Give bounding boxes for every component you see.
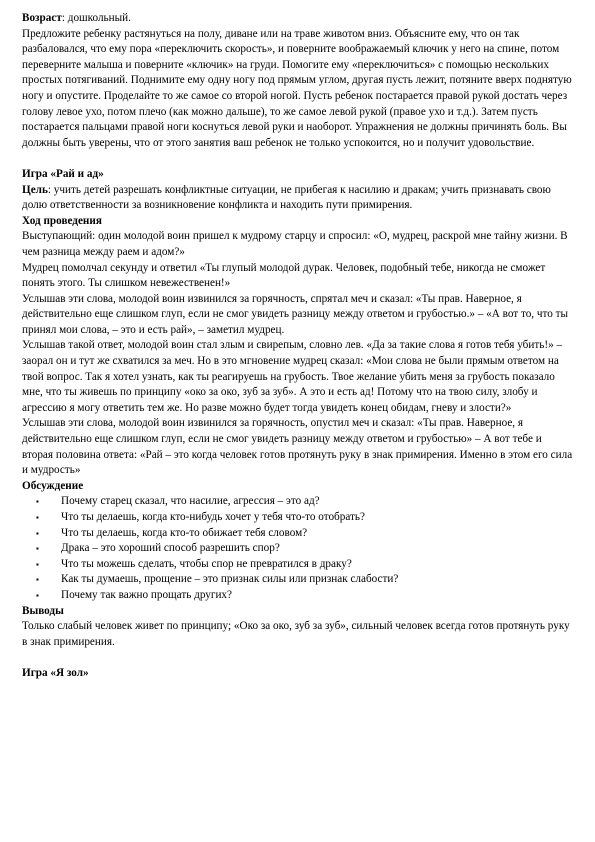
discussion-title: Обсуждение [22, 479, 84, 492]
story-paragraph: Услышав такой ответ, молодой воин стал злым и свирепым, словно лев. «Да за такие слова я готов тебя убить!» – заорал он и тут же схватился за меч. Но в это мгновение мудрец сказал: «Мои слова не были прямым ответом на твой вопрос. Так я хотел узнать, как ты реагируешь на грубость. Твое желание убить меня за грубость показало мне, что ты живешь по принципу «око за око, зуб за зуб». А это и есть ад! Потому что на твою силу, злобу и агрессию я могу ответить тем же. Но разве можно будет тогда увидеть конец обидам, гневу и злости?» [22, 339, 563, 414]
goal-label: Цель [22, 183, 48, 196]
discussion-list [22, 494, 573, 603]
game1-goal [22, 183, 573, 214]
bullet-icon: ▪ [36, 513, 39, 522]
list-item: ▪ Что ты делаешь, когда кто-то обижает тебя словом? [22, 526, 573, 542]
bullet-icon: ▪ [36, 544, 39, 554]
age-value: : дошкольный. [61, 12, 131, 24]
list-item: ▪ Драка – это хороший способ разрешить спор? [22, 541, 573, 557]
spacer [22, 151, 573, 167]
bullet-icon: ▪ [36, 575, 39, 585]
bullet-icon: ▪ [36, 590, 39, 600]
list-item: ▪ Что ты можешь сделать, чтобы спор не превратился в драку? [22, 557, 573, 573]
story-paragraph: Услышав эти слова, молодой воин извинился за горячность, спрятал меч и сказал: «Ты прав. Наверное, я действительно еще слишком глуп, если не смог увидеть разницу между ответом и грубостью.» – «А вот то, что ты принял мои слова, – это и есть рай», – заметил мудрец. [22, 292, 569, 336]
conclusions-text: Только слабый человек живет по принципу; «Око за око, зуб за зуб», сильный человек всегда готов протянуть руку в знак примирения. [22, 620, 570, 648]
intro-text: Предложите ребенку растянуться на полу, диване или на траве животом вниз. Объясните ему, что он так разбаловался, что ему пора «переключить скорость», и поверните воображаемый ключик у него на спине, потом переверните малыша и поверните «ключик» на груди. Помогите ему «переключиться» с помощью нескольких простых потягиваний. Поднимите ему одну ногу под прямым углом, другая пусть лежит, потяните вверх поднятую ногу и опустите. Проделайте то же самое со второй ногой. Пусть ребенок постарается правой рукой достать через голову левое ухо, потом плечо (как можно дальше), то же самое левой рукой (правое ухо и т.д.). Затем пусть постарается пальцами правой ноги коснуться левой руки и наоборот. Упражнения не должны причинять боль. Вы должны быть уверены, что от этого занятия ваш ребенок не только успокоится, но и получит удовольствие. [22, 27, 572, 149]
list-item: ▪ Почему старец сказал, что насилие, агрессия – это ад? [22, 494, 573, 510]
goal-text: : учить детей разрешать конфликтные ситуации, не прибегая к насилию и дракам; учить признавать свою долю ответственности за возникновение конфликта и находить пути примирения. [22, 183, 551, 212]
story-paragraph: Услышав эти слова, молодой воин извинился за горячность, опустил меч и сказал: «Ты прав. Наверное, я действительно еще слишком глуп, если не смог увидеть разницу между ответом и грубостью» – А вот тебе и вторая половина ответа: «Рай – это когда человек готов протянуть руку в знак примирения. Именно в этом его сила и мудрость» [22, 417, 573, 477]
story-paragraph: Выступающий: один молодой воин пришел к мудрому старцу и спросил: «О, мудрец, раскрой мне тайну жизни. В чем разница между раем и адом?» [22, 230, 568, 258]
procedure-title: Ход проведения [22, 214, 102, 227]
bullet-icon: ▪ [36, 497, 39, 507]
list-item: ▪ Что ты делаешь, когда кто-нибудь хочет у тебя что-то отобрать? [22, 510, 573, 526]
bullet-icon: ▪ [36, 528, 39, 538]
spacer [22, 650, 573, 666]
conclusions-title: Выводы [22, 604, 64, 617]
story-paragraph: Мудрец помолчал секунду и ответил «Ты глупый молодой дурак. Человек, подобный тебе, никогда не сможет понять этого. Ты слишком невежественен!» [22, 261, 546, 290]
game1-title: Игра «Рай и ад» [22, 167, 104, 180]
list-item: ▪ Как ты думаешь, прощение – это признак силы или признак слабости? [22, 572, 573, 588]
game2-title: Игра «Я зол» [22, 666, 89, 679]
list-item: ▪ Почему так важно прощать других? [22, 588, 573, 604]
intro-paragraph [22, 11, 573, 27]
bullet-icon: ▪ [36, 559, 39, 569]
age-label: Возраст [22, 12, 62, 24]
